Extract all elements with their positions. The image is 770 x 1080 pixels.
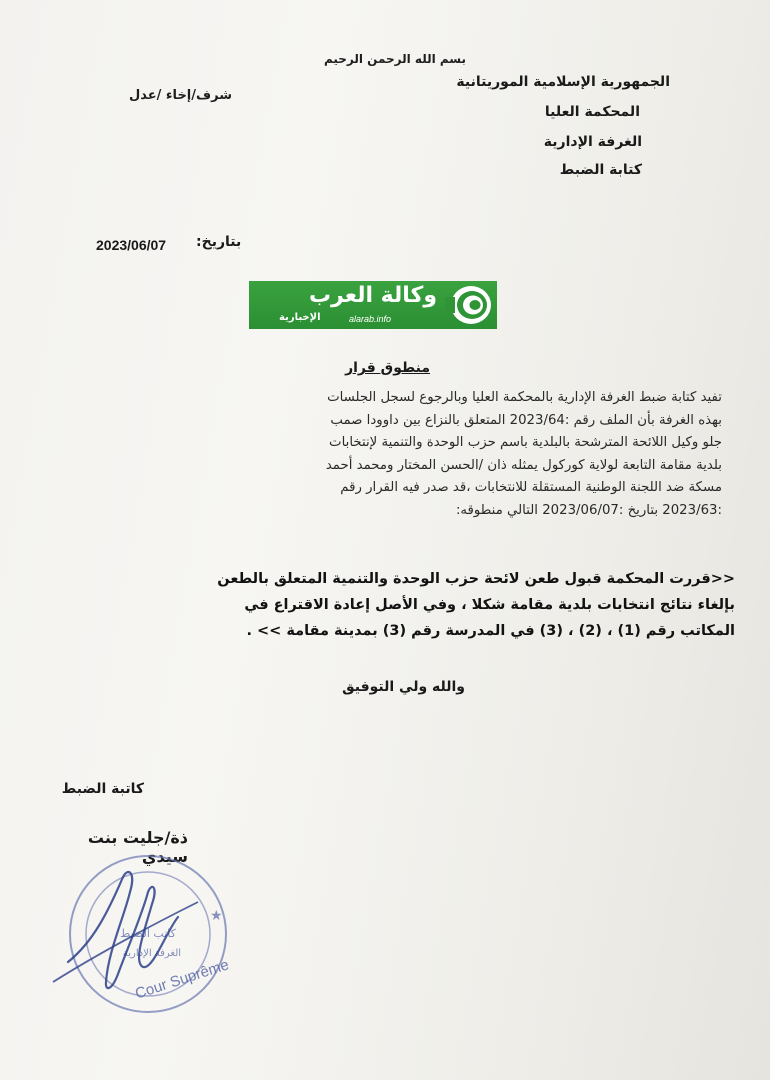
decision-body <box>72 387 722 522</box>
bismillah: بسم الله الرحمن الرحيم <box>323 52 467 66</box>
body-line: تفيد كتابة ضبط الغرفة الإدارية بالمحكمة العليا وبالرجوع لسجل الجلسات <box>327 390 722 405</box>
body-line: جلو وكيل اللائحة المترشحة بالبلدية باسم حزب الوحدة والتنمية لإنتخابات <box>329 435 722 450</box>
decision-ruling <box>60 566 735 644</box>
national-motto: شرف/إخاء /عدل <box>128 88 232 103</box>
clerk-title: كاتبة الضبط <box>61 781 144 797</box>
body-line: بلدية مقامة التابعة لولاية كوركول يمثله ذان /الحسن المختار ومحمد أحمد <box>325 457 722 473</box>
decision-title: منطوق قرار <box>345 360 430 376</box>
stamp-text-ar-2: الغرفة الإدارية <box>122 948 182 959</box>
stamp-text-ar-1: كاتب الضبط <box>120 927 176 940</box>
date-value: 2023/06/07 <box>96 237 167 253</box>
closing-phrase: والله ولي التوفيق <box>342 679 465 695</box>
watermark-url: alarab.info <box>349 314 392 324</box>
court-name: المحكمة العليا <box>544 104 640 120</box>
ruling-line: بإلغاء نتائج انتخابات بلدية مقامة شكلا ، وفي الأصل إعادة الاقتراع في <box>244 597 735 613</box>
date-label: بتاريخ: <box>196 234 242 250</box>
signature-stroke <box>53 902 198 982</box>
stamp-text-fr: Cour Suprême <box>133 956 232 1003</box>
watermark-name: وكالة العرب <box>308 283 437 308</box>
chamber-name: الغرفة الإدارية <box>543 134 642 150</box>
agency-logo-icon <box>445 283 493 327</box>
body-line: بهذه الغرفة بأن الملف رقم :2023/64 المتعلق بالنزاع بين داوودا صمب <box>330 412 722 428</box>
watermark-tagline: الإخبارية <box>279 312 321 323</box>
stamp-star-icon: ★ <box>210 908 223 924</box>
registry-name: كتابة الضبط <box>559 162 642 178</box>
official-stamp <box>48 842 238 1022</box>
body-line: :2023/63 بتاريخ :2023/06/07 التالي منطوقه: <box>455 502 722 518</box>
ruling-line: <<قررت المحكمة قبول طعن لائحة حزب الوحدة والتنمية المتعلق بالطعن <box>217 571 735 587</box>
clerk-name: ذة/جليت بنت سيدي <box>87 828 188 866</box>
body-line: مسكة ضد اللجنة الوطنية المستقلة للانتخابات ،قد صدر فيه القرار رقم <box>340 480 722 495</box>
news-agency-watermark <box>249 281 497 329</box>
country-name: الجمهورية الإسلامية الموريتانية <box>456 74 670 90</box>
ruling-line: المكاتب رقم (1) ، (2) ، (3) في المدرسة رقم (3) بمدينة مقامة >> . <box>246 623 735 639</box>
